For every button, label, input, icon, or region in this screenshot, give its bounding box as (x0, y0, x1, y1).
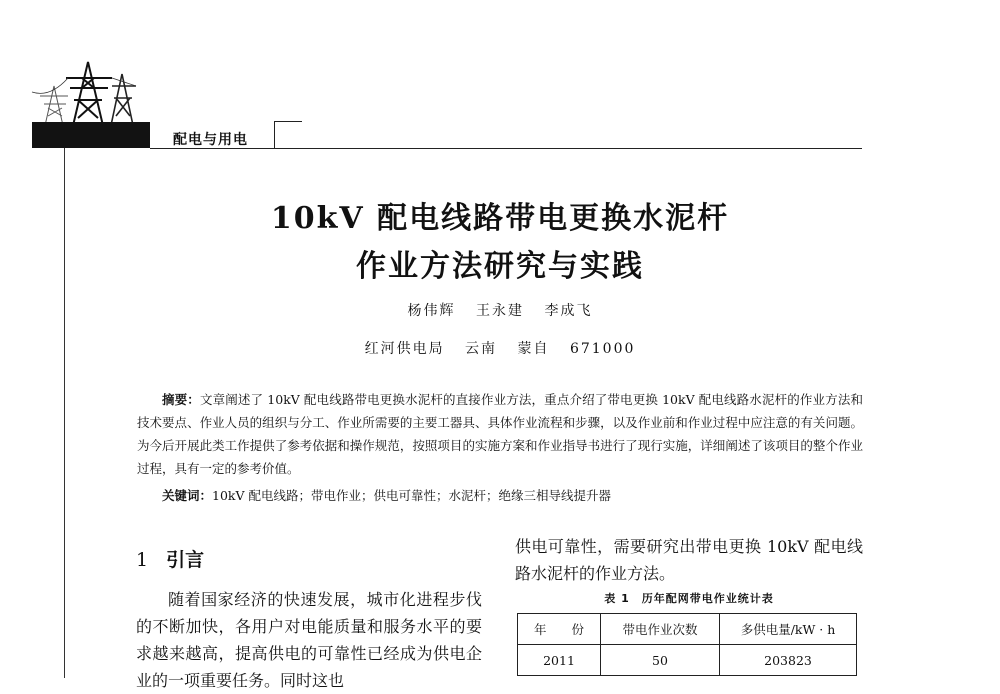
affiliation-org: 红河供电局 (364, 341, 445, 357)
author-name: 李成飞 (544, 303, 593, 319)
table-header-cell: 多供电量/kW · h (720, 614, 857, 645)
header-black-bar (32, 122, 150, 148)
body-paragraph: 随着国家经济的快速发展，城市化进程步伐的不断加快，各用户对电能质量和服务水平的要求越来越高，提高供电的可靠性已经成为供电企业的一项重要任务。同时这也 (136, 590, 482, 690)
table-header-row (518, 614, 857, 645)
statistics-table (517, 613, 857, 676)
keywords (137, 484, 863, 507)
author-list (100, 300, 900, 320)
table-cell: 2011 (518, 645, 601, 676)
affiliation (100, 338, 900, 358)
affiliation-province: 云南 (465, 341, 498, 357)
keywords-text: 10kV 配电线路；带电作业；供电可靠性；水泥杆；绝缘三相导线提升器 (212, 488, 611, 503)
table-cell: 50 (601, 645, 720, 676)
transmission-tower-icon (32, 56, 140, 130)
author-name: 杨伟辉 (407, 303, 456, 319)
header-rule (150, 148, 862, 149)
table-row (518, 645, 857, 676)
body-paragraph: 供电可靠性，需要研究出带电更换 10kV 配电线路水泥杆的作业方法。 (515, 537, 863, 583)
paper-title-line-2: 作业方法研究与实践 (356, 249, 644, 284)
section-title: 引言 (166, 549, 205, 571)
keywords-label: 关键词： (162, 488, 213, 503)
table-cell: 203823 (720, 645, 857, 676)
section-heading (136, 545, 204, 572)
abstract-text: 文章阐述了 10kV 配电线路带电更换水泥杆的直接作业方法，重点介绍了带电更换 10kV 配电线路水泥杆的作业方法和技术要点、作业人员的组织与分工、作业所需要的主要工器具、具体作业流程和步骤，以及作业前和作业过程中应注意的有关问题。为今后开展此类工作提供了参考依据和操作规范，按照项目的实施方案和作业指导书进行了现行实施，详细阐述了该项目的整个作业过程，具有一定的参考价值。 (137, 392, 863, 476)
abstract-label: 摘要： (162, 392, 200, 407)
table-caption: 表 1 历年配网带电作业统计表 (604, 592, 774, 605)
abstract (137, 388, 863, 480)
table-header-cell: 带电作业次数 (601, 614, 720, 645)
table-header-cell: 年 份 (518, 614, 601, 645)
author-name: 王永建 (476, 303, 524, 319)
affiliation-postcode: 671000 (569, 341, 636, 357)
affiliation-city: 蒙自 (517, 341, 550, 357)
left-margin-rule (64, 148, 65, 678)
left-column (136, 586, 482, 694)
paper-title-line-1: 10kV 配电线路带电更换水泥杆 (270, 201, 730, 236)
section-number: 1 (136, 549, 149, 571)
header-bracket-divider (274, 121, 302, 148)
section-label: 配电与用电 (173, 132, 248, 148)
right-column (515, 533, 863, 587)
